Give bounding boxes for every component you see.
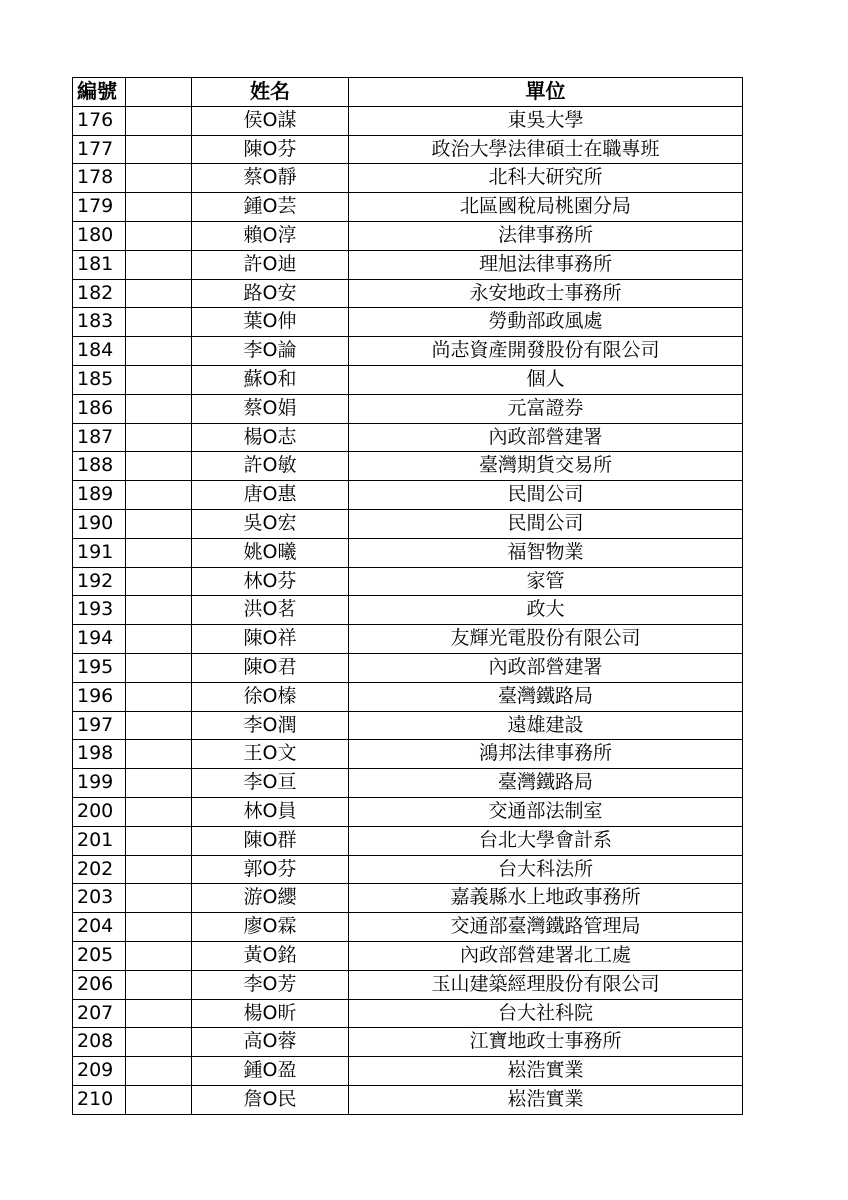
cell-number: 178 (73, 164, 126, 193)
cell-blank (126, 941, 192, 970)
cell-number: 187 (73, 423, 126, 452)
cell-name: 王O文 (192, 740, 349, 769)
table-row (73, 452, 743, 481)
cell-blank (126, 337, 192, 366)
cell-name: 陳O君 (192, 653, 349, 682)
cell-unit: 政治大學法律碩士在職專班 (349, 135, 743, 164)
table-row (73, 1028, 743, 1057)
cell-unit: 法律事務所 (349, 221, 743, 250)
cell-number: 210 (73, 1085, 126, 1114)
cell-name: 洪O茗 (192, 596, 349, 625)
cell-number: 190 (73, 509, 126, 538)
cell-unit: 臺灣期貨交易所 (349, 452, 743, 481)
cell-name: 鍾O盈 (192, 1057, 349, 1086)
cell-number: 181 (73, 250, 126, 279)
table-row (73, 567, 743, 596)
cell-unit: 北科大研究所 (349, 164, 743, 193)
cell-name: 葉O伸 (192, 308, 349, 337)
cell-blank (126, 538, 192, 567)
cell-unit: 北區國稅局桃園分局 (349, 193, 743, 222)
cell-name: 陳O群 (192, 826, 349, 855)
cell-blank (126, 135, 192, 164)
cell-name: 李O論 (192, 337, 349, 366)
cell-blank (126, 452, 192, 481)
cell-name: 郭O芬 (192, 855, 349, 884)
table-row (73, 682, 743, 711)
table-row (73, 970, 743, 999)
cell-name: 李O潤 (192, 711, 349, 740)
table-row (73, 941, 743, 970)
table-row (73, 596, 743, 625)
cell-number: 186 (73, 394, 126, 423)
header-row (73, 78, 743, 107)
cell-unit: 個人 (349, 365, 743, 394)
cell-unit: 台大社科院 (349, 999, 743, 1028)
cell-unit: 政大 (349, 596, 743, 625)
cell-unit: 尚志資產開發股份有限公司 (349, 337, 743, 366)
cell-blank (126, 250, 192, 279)
cell-number: 182 (73, 279, 126, 308)
cell-number: 191 (73, 538, 126, 567)
cell-number: 180 (73, 221, 126, 250)
cell-blank (126, 567, 192, 596)
cell-number: 179 (73, 193, 126, 222)
cell-number: 198 (73, 740, 126, 769)
cell-name: 陳O芬 (192, 135, 349, 164)
cell-number: 183 (73, 308, 126, 337)
cell-name: 游O纓 (192, 884, 349, 913)
table-row (73, 365, 743, 394)
cell-unit: 江寶地政士事務所 (349, 1028, 743, 1057)
cell-blank (126, 193, 192, 222)
cell-blank (126, 769, 192, 798)
table-row (73, 423, 743, 452)
table-row (73, 999, 743, 1028)
cell-number: 189 (73, 481, 126, 510)
cell-blank (126, 365, 192, 394)
cell-name: 廖O霖 (192, 913, 349, 942)
cell-unit: 民間公司 (349, 481, 743, 510)
cell-name: 鍾O芸 (192, 193, 349, 222)
cell-unit: 台北大學會計系 (349, 826, 743, 855)
cell-blank (126, 481, 192, 510)
cell-unit: 崧浩實業 (349, 1057, 743, 1086)
cell-number: 208 (73, 1028, 126, 1057)
header-unit: 單位 (349, 78, 743, 107)
table-row (73, 394, 743, 423)
cell-unit: 鴻邦法律事務所 (349, 740, 743, 769)
table-row (73, 711, 743, 740)
cell-blank (126, 164, 192, 193)
cell-name: 蘇O和 (192, 365, 349, 394)
cell-number: 194 (73, 625, 126, 654)
cell-unit: 嘉義縣水上地政事務所 (349, 884, 743, 913)
cell-number: 209 (73, 1057, 126, 1086)
cell-blank (126, 279, 192, 308)
table-row (73, 538, 743, 567)
cell-unit: 交通部臺灣鐵路管理局 (349, 913, 743, 942)
cell-blank (126, 1085, 192, 1114)
table-row (73, 193, 743, 222)
cell-name: 徐O榛 (192, 682, 349, 711)
table-row (73, 481, 743, 510)
table-row (73, 337, 743, 366)
table-row (73, 625, 743, 654)
cell-name: 楊O志 (192, 423, 349, 452)
cell-blank (126, 855, 192, 884)
cell-number: 193 (73, 596, 126, 625)
cell-number: 199 (73, 769, 126, 798)
table-row (73, 826, 743, 855)
table-row (73, 279, 743, 308)
cell-name: 李O芳 (192, 970, 349, 999)
cell-blank (126, 740, 192, 769)
cell-number: 202 (73, 855, 126, 884)
cell-name: 唐O惠 (192, 481, 349, 510)
table-row (73, 653, 743, 682)
cell-blank (126, 826, 192, 855)
cell-blank (126, 308, 192, 337)
cell-unit: 東吳大學 (349, 106, 743, 135)
cell-unit: 民間公司 (349, 509, 743, 538)
cell-name: 蔡O靜 (192, 164, 349, 193)
cell-number: 188 (73, 452, 126, 481)
cell-unit: 崧浩實業 (349, 1085, 743, 1114)
cell-blank (126, 797, 192, 826)
cell-unit: 元富證券 (349, 394, 743, 423)
cell-name: 楊O昕 (192, 999, 349, 1028)
cell-number: 207 (73, 999, 126, 1028)
cell-blank (126, 1028, 192, 1057)
cell-name: 蔡O娟 (192, 394, 349, 423)
cell-unit: 家管 (349, 567, 743, 596)
cell-unit: 內政部營建署北工處 (349, 941, 743, 970)
cell-number: 203 (73, 884, 126, 913)
header-name: 姓名 (192, 78, 349, 107)
roster-table (72, 77, 743, 1115)
cell-name: 黃O銘 (192, 941, 349, 970)
cell-number: 177 (73, 135, 126, 164)
cell-number: 184 (73, 337, 126, 366)
cell-blank (126, 682, 192, 711)
cell-unit: 交通部法制室 (349, 797, 743, 826)
cell-number: 195 (73, 653, 126, 682)
cell-unit: 玉山建築經理股份有限公司 (349, 970, 743, 999)
cell-number: 196 (73, 682, 126, 711)
cell-blank (126, 221, 192, 250)
cell-name: 高O蓉 (192, 1028, 349, 1057)
cell-unit: 遠雄建設 (349, 711, 743, 740)
cell-blank (126, 625, 192, 654)
table-row (73, 250, 743, 279)
cell-unit: 友輝光電股份有限公司 (349, 625, 743, 654)
cell-blank (126, 970, 192, 999)
cell-blank (126, 653, 192, 682)
cell-name: 林O員 (192, 797, 349, 826)
table-row (73, 164, 743, 193)
cell-number: 206 (73, 970, 126, 999)
table-row (73, 1057, 743, 1086)
table-row (73, 509, 743, 538)
cell-blank (126, 596, 192, 625)
cell-unit: 台大科法所 (349, 855, 743, 884)
cell-name: 李O亘 (192, 769, 349, 798)
table-row (73, 221, 743, 250)
cell-number: 201 (73, 826, 126, 855)
cell-unit: 內政部營建署 (349, 423, 743, 452)
cell-name: 姚O曦 (192, 538, 349, 567)
table-row (73, 884, 743, 913)
cell-name: 許O敏 (192, 452, 349, 481)
table-header (73, 78, 743, 107)
table-row (73, 769, 743, 798)
cell-unit: 福智物業 (349, 538, 743, 567)
cell-name: 吳O宏 (192, 509, 349, 538)
table-row (73, 308, 743, 337)
cell-number: 192 (73, 567, 126, 596)
cell-name: 路O安 (192, 279, 349, 308)
table-row (73, 135, 743, 164)
cell-name: 許O迪 (192, 250, 349, 279)
header-blank (126, 78, 192, 107)
cell-blank (126, 423, 192, 452)
cell-unit: 內政部營建署 (349, 653, 743, 682)
table-row (73, 797, 743, 826)
cell-blank (126, 1057, 192, 1086)
table-row (73, 855, 743, 884)
cell-unit: 理旭法律事務所 (349, 250, 743, 279)
cell-number: 205 (73, 941, 126, 970)
table-row (73, 740, 743, 769)
cell-blank (126, 711, 192, 740)
cell-blank (126, 999, 192, 1028)
cell-blank (126, 394, 192, 423)
cell-unit: 勞動部政風處 (349, 308, 743, 337)
header-number: 編號 (73, 78, 126, 107)
cell-name: 詹O民 (192, 1085, 349, 1114)
cell-blank (126, 106, 192, 135)
cell-blank (126, 509, 192, 538)
cell-unit: 永安地政士事務所 (349, 279, 743, 308)
cell-number: 176 (73, 106, 126, 135)
cell-unit: 臺灣鐵路局 (349, 769, 743, 798)
cell-unit: 臺灣鐵路局 (349, 682, 743, 711)
cell-name: 賴O淳 (192, 221, 349, 250)
cell-blank (126, 884, 192, 913)
table-row (73, 106, 743, 135)
cell-name: 林O芬 (192, 567, 349, 596)
table-row (73, 913, 743, 942)
table-body (73, 106, 743, 1114)
cell-number: 204 (73, 913, 126, 942)
cell-name: 侯O謀 (192, 106, 349, 135)
cell-blank (126, 913, 192, 942)
cell-name: 陳O祥 (192, 625, 349, 654)
cell-number: 200 (73, 797, 126, 826)
table-row (73, 1085, 743, 1114)
cell-number: 197 (73, 711, 126, 740)
cell-number: 185 (73, 365, 126, 394)
